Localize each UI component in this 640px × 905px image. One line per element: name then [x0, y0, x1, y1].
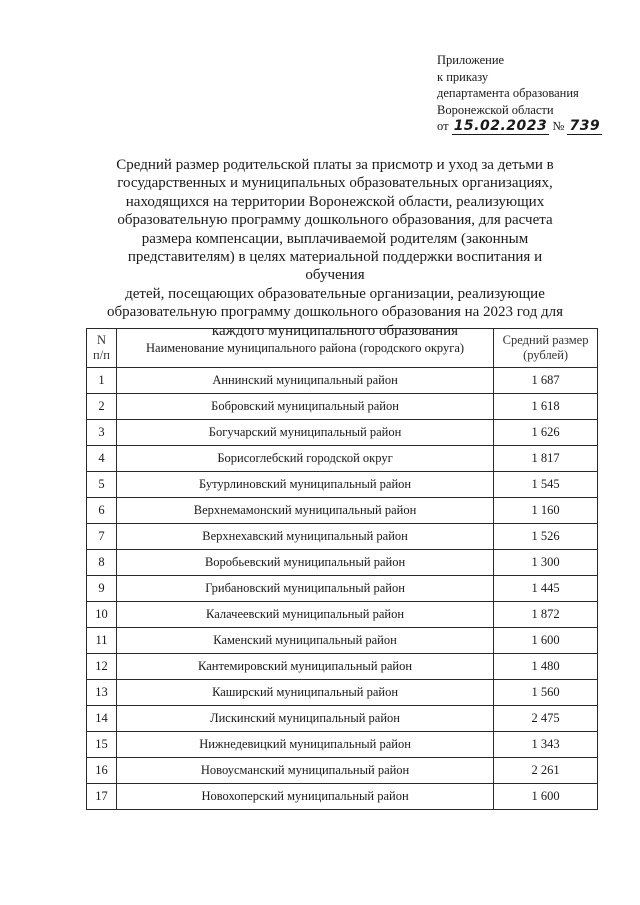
approval-date-line: [437, 118, 627, 135]
row-average-fee: 1 687: [494, 368, 598, 394]
row-district-name: Грибановский муниципальный район: [116, 576, 493, 602]
row-district-name: Калачеевский муниципальный район: [116, 602, 493, 628]
approval-stamp: [437, 52, 627, 135]
row-number: 9: [87, 576, 117, 602]
row-number: 17: [87, 784, 117, 810]
row-number: 1: [87, 368, 117, 394]
title-line: представителям) в целях материальной поддержки воспитания и обучения: [127, 249, 543, 284]
approval-line-region: Воронежской области: [437, 102, 554, 117]
row-district-name: Новохоперский муниципальный район: [116, 784, 493, 810]
table-row: [87, 758, 598, 784]
row-average-fee: 1 160: [494, 498, 598, 524]
row-number: 8: [87, 550, 117, 576]
table-row: [87, 576, 598, 602]
title-line: каждого муниципального образования: [211, 322, 459, 339]
row-district-name: Бобровский муниципальный район: [116, 394, 493, 420]
row-number: 15: [87, 732, 117, 758]
row-number: 14: [87, 706, 117, 732]
title-line: образовательную программу дошкольного образования, для расчета: [117, 212, 553, 229]
row-district-name: Аннинский муниципальный район: [116, 368, 493, 394]
row-district-name: Воробьевский муниципальный район: [116, 550, 493, 576]
row-number: 2: [87, 394, 117, 420]
table-row: [87, 420, 598, 446]
fees-table: [86, 328, 598, 810]
table-row: [87, 784, 598, 810]
table-row: [87, 446, 598, 472]
table-row: [87, 602, 598, 628]
row-average-fee: 1 526: [494, 524, 598, 550]
row-average-fee: 1 872: [494, 602, 598, 628]
approval-line-order: к приказу: [437, 69, 489, 84]
title-line: государственных и муниципальных образовательных организациях,: [117, 175, 553, 192]
table-row: [87, 628, 598, 654]
header-value: [494, 329, 598, 368]
title-line: образовательную программу дошкольного образования на 2023 год для: [106, 304, 564, 321]
row-average-fee: 1 560: [494, 680, 598, 706]
title-line: находящихся на территории Воронежской области, реализующих: [125, 193, 545, 210]
row-number: 4: [87, 446, 117, 472]
row-average-fee: 1 626: [494, 420, 598, 446]
document-title: [100, 156, 570, 340]
title-line: детей, посещающих образовательные организации, реализующие: [125, 285, 545, 302]
row-number: 13: [87, 680, 117, 706]
row-district-name: Новоусманский муниципальный район: [116, 758, 493, 784]
row-district-name: Борисоглебский городской округ: [116, 446, 493, 472]
row-district-name: Верхнемамонский муниципальный район: [116, 498, 493, 524]
order-date: 15.02.2023: [453, 118, 548, 134]
table-row: [87, 498, 598, 524]
row-number: 7: [87, 524, 117, 550]
table-row: [87, 654, 598, 680]
table-row: [87, 524, 598, 550]
number-prefix: №: [552, 119, 565, 133]
date-prefix: от: [437, 119, 449, 133]
table-header-row: [87, 329, 598, 368]
row-number: 12: [87, 654, 117, 680]
row-district-name: Богучарский муниципальный район: [116, 420, 493, 446]
row-district-name: Нижнедевицкий муниципальный район: [116, 732, 493, 758]
row-district-name: Верхнехавский муниципальный район: [116, 524, 493, 550]
table-row: [87, 680, 598, 706]
row-average-fee: 1 600: [494, 784, 598, 810]
order-number: 739: [569, 118, 601, 134]
row-average-fee: 1 817: [494, 446, 598, 472]
approval-line-department: департамента образования: [437, 86, 579, 100]
row-average-fee: 1 445: [494, 576, 598, 602]
row-average-fee: 2 261: [494, 758, 598, 784]
header-value-line: (рублей): [523, 348, 569, 362]
row-average-fee: 1 300: [494, 550, 598, 576]
row-district-name: Кантемировский муниципальный район: [116, 654, 493, 680]
table-row: [87, 368, 598, 394]
table-row: [87, 472, 598, 498]
row-average-fee: 1 480: [494, 654, 598, 680]
approval-line-appendix: Приложение: [437, 53, 505, 67]
row-number: 11: [87, 628, 117, 654]
row-number: 3: [87, 420, 117, 446]
header-name: Наименование муниципального района (городского округа): [116, 329, 493, 368]
row-average-fee: 1 618: [494, 394, 598, 420]
row-district-name: Каширский муниципальный район: [116, 680, 493, 706]
row-number: 6: [87, 498, 117, 524]
row-district-name: Бутурлиновский муниципальный район: [116, 472, 493, 498]
row-number: 5: [87, 472, 117, 498]
row-average-fee: 1 343: [494, 732, 598, 758]
row-average-fee: 1 545: [494, 472, 598, 498]
header-number-line: п/п: [93, 348, 110, 362]
title-line: Средний размер родительской платы за присмотр и уход за детьми в: [116, 157, 554, 173]
row-average-fee: 1 600: [494, 628, 598, 654]
header-value-line: Средний размер: [502, 333, 589, 347]
row-average-fee: 2 475: [494, 706, 598, 732]
header-number-line: N: [96, 333, 106, 347]
header-number: [87, 329, 117, 368]
row-number: 10: [87, 602, 117, 628]
row-district-name: Лискинский муниципальный район: [116, 706, 493, 732]
table-row: [87, 732, 598, 758]
row-number: 16: [87, 758, 117, 784]
table-row: [87, 394, 598, 420]
table-row: [87, 706, 598, 732]
title-line: размера компенсации, выплачиваемой родителям (законным: [141, 230, 529, 247]
table-row: [87, 550, 598, 576]
row-district-name: Каменский муниципальный район: [116, 628, 493, 654]
